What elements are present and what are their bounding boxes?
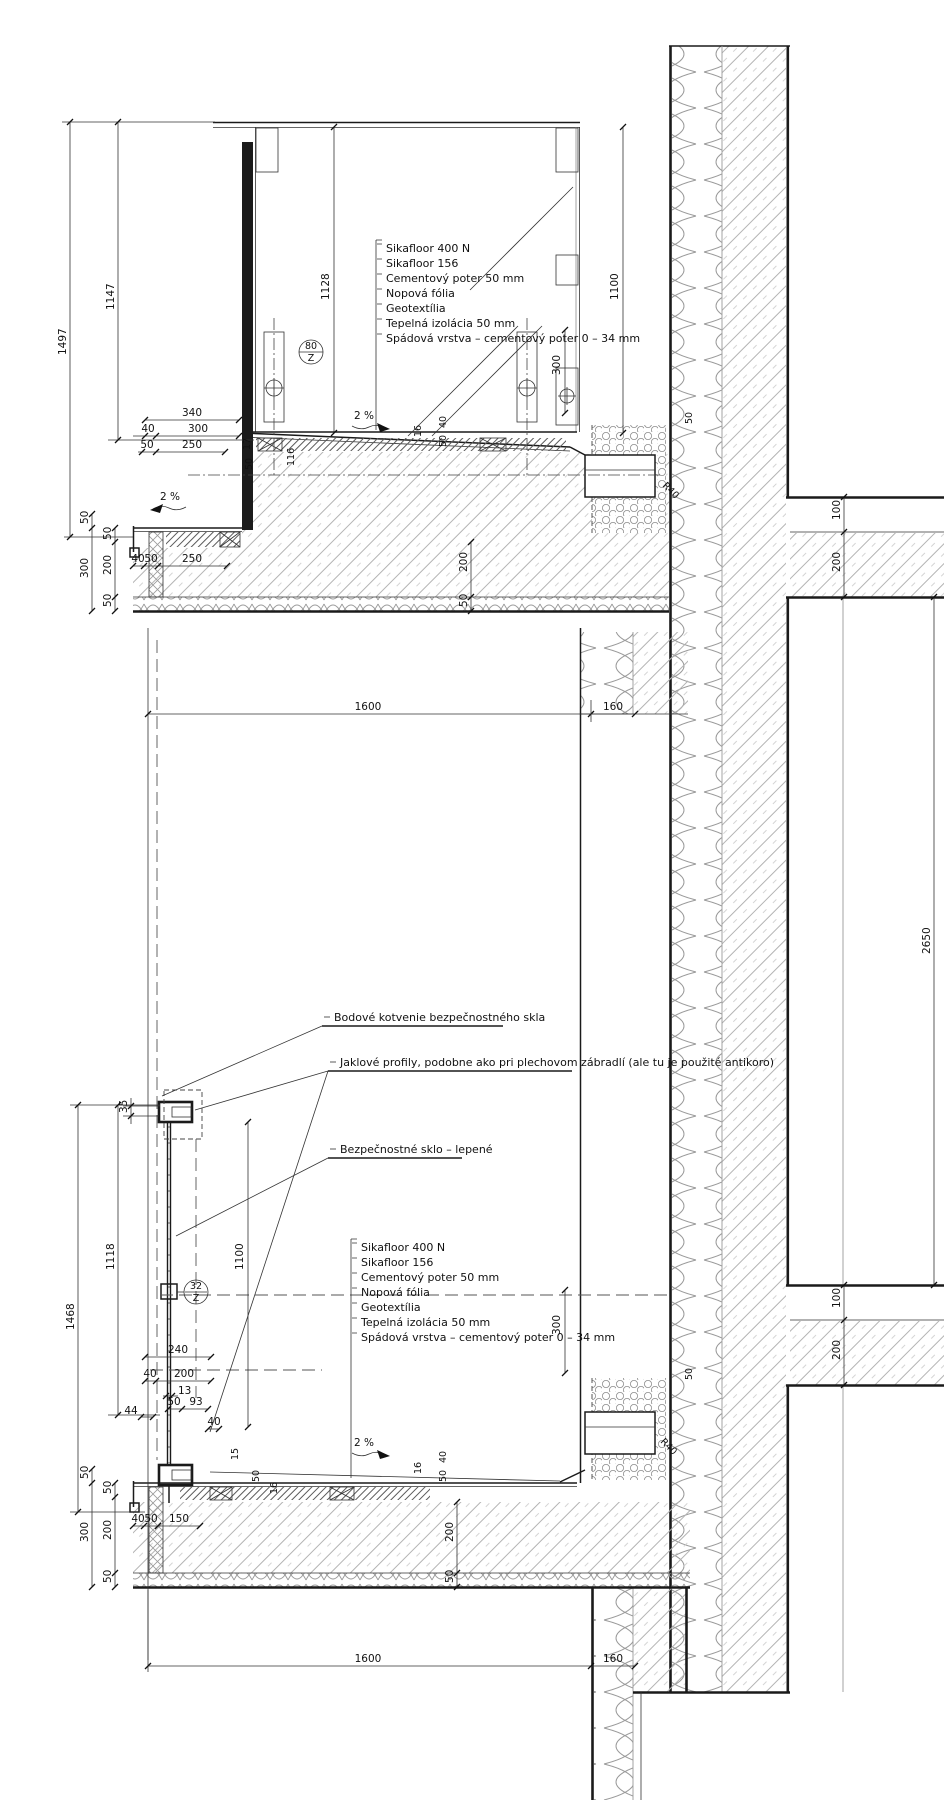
dim-13: 13 [178, 1385, 192, 1397]
dim-s50: 50 [79, 510, 91, 524]
dim-s50b: 50 [102, 526, 114, 540]
dim-e150: 150 [168, 1513, 190, 1525]
callout-point-fixing: Bodové kotvenie bezpečnostného skla [334, 1011, 546, 1024]
layer-label: Sikafloor 400 N [361, 1241, 446, 1254]
dim-s50c: 50 [102, 1569, 114, 1583]
lower-layer-callout [351, 1239, 615, 1478]
dim-300v: 300 [551, 354, 563, 375]
dim-s50: 50 [79, 1465, 91, 1479]
lower-balcony-slab [130, 1378, 690, 1588]
dim-200-top: 200 [831, 551, 843, 572]
interior-slab-bottom [786, 1286, 944, 1386]
dim-t50b: 50 [438, 1469, 449, 1482]
dim-1100: 1100 [609, 273, 621, 300]
dim-s50b: 50 [102, 1480, 114, 1494]
dim-93: 93 [189, 1396, 203, 1408]
layer-label: Cementový poter 50 mm [361, 1271, 500, 1284]
base-profile [159, 1465, 192, 1485]
dim-116: 116 [286, 447, 297, 466]
dim-s200: 200 [102, 554, 114, 575]
dimension-middle-width [145, 700, 638, 722]
dim-100-top: 100 [831, 499, 843, 520]
upper-balcony-slab [130, 425, 669, 612]
dim-e40: 40 [131, 1513, 145, 1525]
dim-s50c: 50 [102, 593, 114, 607]
dim-s300: 300 [79, 557, 91, 578]
dim-s200: 200 [102, 1519, 114, 1540]
dim-t50: 50 [244, 457, 255, 470]
layer-label: Tepelná izolácia 50 mm [386, 317, 516, 330]
dim-t16b: 16 [413, 1461, 424, 1474]
dim-44: 44 [124, 1405, 138, 1417]
layer-label: Spádová vrstva – cementový poter 0 – 34 mm [386, 332, 641, 345]
layer-label: Spádová vrstva – cementový poter 0 – 34 mm [361, 1331, 616, 1344]
dim-40b: 40 [207, 1416, 221, 1428]
dim-200: 200 [173, 1368, 195, 1380]
slope-label: 2 % [354, 410, 374, 422]
callout-steel-profiles: Jaklové profily, podobne ako pri plechovom zábradlí (ale tu je použité antikoro) [340, 1056, 775, 1069]
dim-1100: 1100 [234, 1243, 246, 1270]
layer-label: Sikafloor 156 [386, 257, 459, 270]
dim-1147: 1147 [105, 283, 117, 310]
marker-bottom: Z [307, 353, 315, 364]
layer-label: Nopová fólia [386, 287, 455, 300]
layer-label: Sikafloor 156 [361, 1256, 434, 1269]
slope-label: 2 % [354, 1437, 374, 1449]
dimension-bottom-width [145, 1590, 638, 1672]
drain-radius-label: R40 [657, 1436, 679, 1458]
slope-arrow-upper-left [150, 491, 186, 513]
dim-250: 250 [181, 439, 203, 451]
dim-50: 50 [167, 1396, 181, 1408]
upper-layer-callout [376, 240, 640, 430]
layer-label: Cementový poter 50 mm [386, 272, 525, 285]
slope-arrow-upper-right [352, 410, 390, 432]
dim-300v: 300 [551, 1314, 563, 1335]
dim-w50: 50 [684, 1367, 695, 1380]
upper-marker-circle [299, 340, 323, 364]
right-wall [669, 46, 843, 1692]
dim-c50: 50 [458, 593, 470, 607]
dim-e50: 50 [144, 553, 158, 565]
dim-340: 340 [181, 407, 203, 419]
dim-300: 300 [187, 423, 209, 435]
dim-t40: 40 [438, 415, 449, 428]
dim-35: 35 [118, 1099, 130, 1113]
dim-40: 40 [143, 1368, 157, 1380]
dim-s300: 300 [79, 1521, 91, 1542]
dim-1468: 1468 [65, 1303, 77, 1330]
dimensions-right [831, 494, 937, 1388]
slope-arrow-lower [352, 1437, 390, 1459]
layer-label: Tepelná izolácia 50 mm [361, 1316, 491, 1329]
dim-t50: 50 [251, 1469, 262, 1482]
layer-label: Geotextília [386, 302, 446, 315]
dim-200-bottom: 200 [831, 1339, 843, 1360]
dim-c200: 200 [458, 551, 470, 572]
dim-1600: 1600 [354, 701, 382, 713]
callout-safety-glass: Bezpečnostné sklo – lepené [340, 1143, 493, 1156]
dim-1118: 1118 [105, 1243, 117, 1270]
drain-radius-label: R40 [659, 480, 681, 502]
dim-1128: 1128 [320, 273, 332, 300]
dim-240: 240 [167, 1344, 189, 1356]
dim-160: 160 [602, 701, 624, 713]
interior-slab-top [786, 498, 944, 598]
slope-label: 2 % [160, 491, 180, 503]
dim-1600: 1600 [354, 1653, 382, 1665]
marker-top: 32 [189, 1281, 203, 1292]
door-frame-profile [242, 142, 253, 530]
marker-bottom: Z [192, 1293, 200, 1304]
lower-marker-circle [177, 1280, 208, 1304]
layer-label: Nopová fólia [361, 1286, 430, 1299]
dim-17: 17 [242, 437, 253, 450]
layer-label: Sikafloor 400 N [386, 242, 471, 255]
dim-c50: 50 [444, 1569, 456, 1583]
dim-16: 16 [413, 424, 424, 437]
dim-1497: 1497 [57, 328, 69, 355]
dim-w50: 50 [684, 411, 695, 424]
anchor-bolt-frame [556, 368, 578, 425]
dim-160: 160 [602, 1653, 624, 1665]
dim-e40: 40 [131, 553, 145, 565]
dim-2650: 2650 [921, 927, 933, 954]
dim-40: 40 [141, 423, 155, 435]
dim-t16: 16 [269, 1481, 280, 1494]
layer-label: Geotextília [361, 1301, 421, 1314]
dim-15: 15 [230, 1447, 241, 1460]
dim-e50: 50 [144, 1513, 158, 1525]
dim-e250: 250 [181, 553, 203, 565]
dim-t40: 40 [438, 1450, 449, 1463]
dim-t50b: 50 [438, 434, 449, 447]
dim-c200: 200 [444, 1521, 456, 1542]
dim-100-bottom: 100 [831, 1287, 843, 1308]
dim-50: 50 [140, 439, 154, 451]
marker-top: 80 [304, 341, 318, 352]
